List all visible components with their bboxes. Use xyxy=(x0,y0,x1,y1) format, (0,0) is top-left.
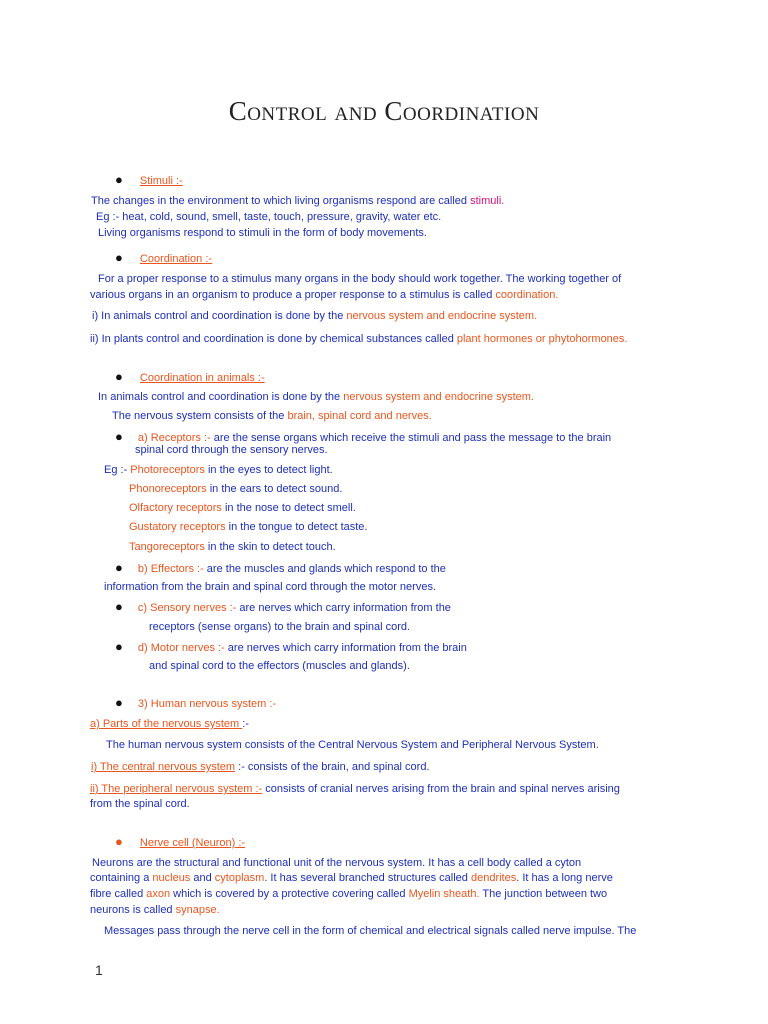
keyword: nucleus xyxy=(152,872,191,884)
text: in the tongue to detect taste. xyxy=(225,521,368,533)
keyword: axon xyxy=(146,888,171,900)
keyword: coordination. xyxy=(495,289,559,301)
keyword: brain, spinal cord and nerves. xyxy=(287,410,432,422)
cns-line xyxy=(91,760,430,774)
text: in the ears to detect sound. xyxy=(206,483,343,495)
text: fibre called xyxy=(90,888,147,900)
keyword: synapse. xyxy=(175,904,220,916)
effectors-line-2: information from the brain and spinal cord through the motor nerves. xyxy=(104,581,437,593)
stimuli-line-1 xyxy=(91,194,504,208)
text: ii) In plants control and coordination is done by chemical substances called xyxy=(90,333,457,345)
page-number: 1 xyxy=(95,962,103,978)
sensory-nerves-line-2: receptors (sense organs) to the brain and spinal cord. xyxy=(149,621,411,633)
animals-heading-row xyxy=(115,370,265,385)
eg-tangoreceptors xyxy=(129,540,336,554)
neuron-line-4 xyxy=(90,903,220,917)
text: :- xyxy=(242,718,249,730)
keyword: cytoplasm xyxy=(214,872,265,884)
text: various organs in an organism to produce a proper response to a stimulus is called xyxy=(90,289,496,301)
coordination-heading-row xyxy=(115,251,212,266)
receptors-label: a) Receptors :- xyxy=(137,432,211,444)
keyword: stimuli. xyxy=(470,195,505,207)
bullet-icon: ● xyxy=(115,172,123,187)
motor-nerves-line-2: and spinal cord to the effectors (muscles and glands). xyxy=(149,660,410,672)
text: The nervous system consists of the xyxy=(112,410,288,422)
coordination-line-2 xyxy=(90,288,558,302)
keyword: dendrites xyxy=(470,872,517,884)
text: and xyxy=(190,872,215,884)
text: The changes in the environment to which living organisms respond are called xyxy=(91,195,471,207)
bullet-icon: ● xyxy=(115,695,123,710)
receptors-line-2: spinal cord through the sensory nerves. xyxy=(135,444,328,456)
neuron-line-2 xyxy=(90,871,613,885)
keyword: Tangoreceptors xyxy=(129,541,205,553)
keyword: nervous system and endocrine system. xyxy=(343,391,534,403)
text: in the nose to detect smell. xyxy=(221,502,356,514)
effectors-label: b) Effectors :- xyxy=(137,563,204,575)
text: are the muscles and glands which respond to the xyxy=(203,563,446,575)
text: :- consists of the brain, and spinal cord. xyxy=(235,761,430,773)
eg-photoreceptors xyxy=(104,463,333,477)
bullet-icon: ● xyxy=(115,834,123,849)
text: in the eyes to detect light. xyxy=(204,464,333,476)
keyword: Olfactory receptors xyxy=(129,502,222,514)
bullet-icon: ● xyxy=(115,560,123,575)
text: containing a xyxy=(90,872,153,884)
text: . It has several branched structures called xyxy=(264,872,471,884)
coordination-line-3 xyxy=(92,309,537,323)
neuron-heading-row xyxy=(115,835,245,850)
text: . It has a long nerve xyxy=(516,872,613,884)
animals-heading: Coordination in animals :- xyxy=(139,372,265,384)
parts-label: a) Parts of the nervous system xyxy=(90,718,243,730)
neuron-line-1: Neurons are the structural and functional unit of the nervous system. It has a cell body called a cyton xyxy=(92,857,582,869)
text: in the skin to detect touch. xyxy=(204,541,336,553)
motor-nerves-row xyxy=(115,640,467,655)
motor-nerves-label: d) Motor nerves :- xyxy=(137,642,225,654)
keyword: Myelin sheath. xyxy=(408,888,480,900)
coordination-line-1: For a proper response to a stimulus many organs in the body should work together. The working together of xyxy=(98,273,622,285)
stimuli-line-2: Eg :- heat, cold, sound, smell, taste, touch, pressure, gravity, water etc. xyxy=(96,211,442,223)
eg-label: Eg :- xyxy=(104,464,131,476)
neuron-line-5: Messages pass through the nerve cell in the form of chemical and electrical signals called nerve impulse. The xyxy=(104,925,637,937)
bullet-icon: ● xyxy=(115,429,123,444)
animals-line-2 xyxy=(112,409,432,423)
text: i) In animals control and coordination is done by the xyxy=(92,310,347,322)
stimuli-line-3: Living organisms respond to stimuli in the form of body movements. xyxy=(98,227,427,239)
page-title: Control and Coordination xyxy=(228,96,540,126)
eg-gustatory xyxy=(129,520,367,534)
text: which is covered by a protective covering called xyxy=(170,888,409,900)
bullet-icon: ● xyxy=(115,599,123,614)
animals-line-1 xyxy=(98,390,534,404)
stimuli-heading-row xyxy=(115,173,183,188)
keyword: Phonoreceptors xyxy=(129,483,207,495)
eg-olfactory xyxy=(129,501,356,515)
text: consists of cranial nerves arising from the brain and spinal nerves arising xyxy=(262,783,620,795)
text: In animals control and coordination is done by the xyxy=(98,391,344,403)
keyword: Gustatory receptors xyxy=(129,521,226,533)
neuron-line-3 xyxy=(90,887,607,901)
text: The junction between two xyxy=(479,888,608,900)
parts-heading xyxy=(90,717,249,731)
pns-label: ii) The peripheral nervous system :- xyxy=(90,783,263,795)
sensory-nerves-row xyxy=(115,600,451,615)
coordination-heading: Coordination :- xyxy=(139,253,213,265)
text: neurons is called xyxy=(90,904,176,916)
human-line-1: The human nervous system consists of the Central Nervous System and Peripheral Nervous System. xyxy=(106,739,599,751)
bullet-icon: ● xyxy=(115,250,123,265)
sensory-nerves-label: c) Sensory nerves :- xyxy=(137,602,237,614)
human-heading: 3) Human nervous system :- xyxy=(137,698,277,710)
text: are the sense organs which receive the stimuli and pass the message to the brain xyxy=(210,432,612,444)
text: are nerves which carry information from the brain xyxy=(224,642,467,654)
stimuli-heading: Stimuli :- xyxy=(139,175,183,187)
eg-phonoreceptors xyxy=(129,482,342,496)
pns-line-2: from the spinal cord. xyxy=(90,798,190,810)
neuron-heading: Nerve cell (Neuron) :- xyxy=(139,837,246,849)
bullet-icon: ● xyxy=(115,369,123,384)
keyword: plant hormones or phytohormones. xyxy=(456,333,628,345)
text: are nerves which carry information from the xyxy=(236,602,451,614)
effectors-row xyxy=(115,561,446,576)
cns-label: i) The central nervous system xyxy=(91,761,236,773)
pns-line xyxy=(90,782,620,796)
keyword: nervous system and endocrine system. xyxy=(346,310,538,322)
human-heading-row xyxy=(115,696,276,711)
coordination-line-4 xyxy=(90,332,627,346)
bullet-icon: ● xyxy=(115,639,123,654)
keyword: Photoreceptors xyxy=(130,464,205,476)
